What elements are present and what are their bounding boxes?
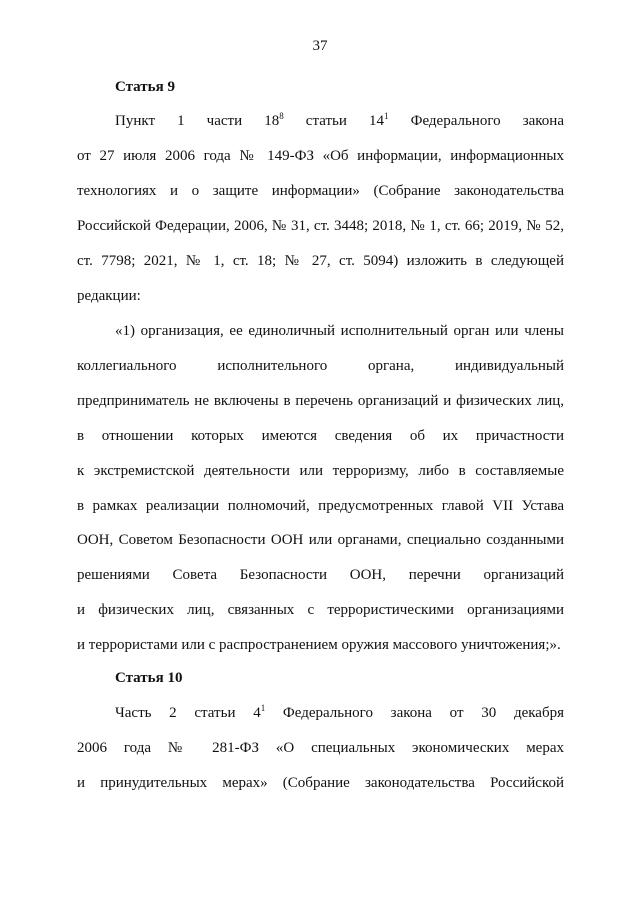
quote-line: «1) организация, ее единоличный исполнительный орган или члены [115,323,564,339]
quote-line: и физических лиц, связанных с террористическими организациями [77,602,564,618]
superscript: 8 [279,111,284,121]
quote-line: решениями Совета Безопасности ООН, перечни организаций [77,567,564,583]
article-10-paragraph-line: 2006 года № 281-ФЗ «О специальных экономических мерах [77,740,564,756]
quote-line: в отношении которых имеются сведения об их причастности [77,428,564,444]
superscript: 1 [260,703,266,713]
quote-line: ООН, Советом Безопасности ООН или органами, специально созданными [77,532,564,548]
quote-line: коллегиального исполнительного органа, индивидуальный [77,358,564,374]
quote-line: к экстремистской деятельности или терроризму, либо в составляемые [77,463,564,479]
article-9-paragraph-line [115,112,564,130]
article-9-paragraph-line: технологиях и о защите информации» (Собрание законодательства [77,183,564,199]
quote-line: и террористами или с распространением оружия массового уничтожения;». [77,637,561,653]
article-9-paragraph-line: редакции: [77,288,141,304]
quote-line: предприниматель не включены в перечень организаций и физических лиц, [77,393,564,409]
superscript: 1 [384,111,389,121]
article-10-line-text: Часть 2 статьи $4^1$ Федерального закона от 30 декабря [115,703,564,721]
article-10-heading: Статья 10 [115,670,183,686]
article-9-heading: Статья 9 [115,79,175,95]
quote-line: в рамках реализации полномочий, предусмотренных главой VII Устава [77,498,564,514]
article-10-paragraph-line: и принудительных мерах» (Собрание законодательства Российской [77,775,564,791]
article-9-paragraph-line: от 27 июля 2006 года № 149-ФЗ «Об информации, информационных [77,148,564,164]
article-9-paragraph-line: ст. 7798; 2021, № 1, ст. 18; № 27, ст. 5094) изложить в следующей [77,253,564,269]
article-9-line-text: Пункт 1 части $18^8$ статьи $14^1$ Федерального закона [115,111,564,129]
page-number: 37 [312,38,328,54]
article-10-paragraph-line [115,704,564,722]
article-9-paragraph-line: Российской Федерации, 2006, № 31, ст. 3448; 2018, № 1, ст. 66; 2019, № 52, [77,218,564,234]
